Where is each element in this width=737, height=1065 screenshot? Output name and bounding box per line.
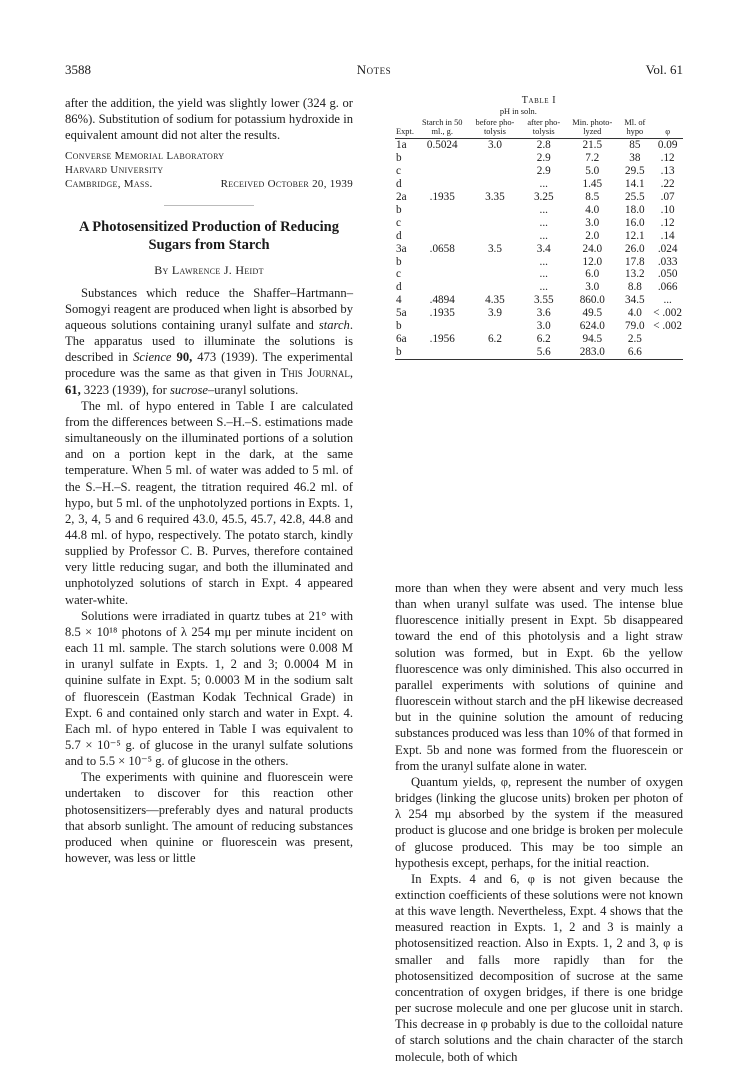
table-cell: 3.0 <box>585 216 600 229</box>
received-date: Received October 20, 1939 <box>220 178 353 191</box>
affiliation-block <box>65 149 353 191</box>
table-cell: 79.0 <box>625 320 645 333</box>
table-cell: 2.8 <box>536 139 551 152</box>
right-column <box>395 580 683 1065</box>
table-header-row <box>395 119 683 139</box>
table-cell: 8.8 <box>627 281 642 294</box>
table-cell: .1935 <box>429 191 455 204</box>
table-cell: 8.5 <box>585 191 600 204</box>
table-cell: 3.25 <box>533 191 554 204</box>
table-row <box>395 191 683 204</box>
table-cell: ... <box>539 268 548 281</box>
table-cell <box>470 268 521 281</box>
table-cell: 1a <box>396 139 407 152</box>
table-cell: 29.5 <box>625 165 645 178</box>
table-cell: 3.55 <box>533 294 554 307</box>
table-cell: d <box>396 178 402 191</box>
table-cell: 24.0 <box>582 242 603 255</box>
table-cell: 3a <box>396 242 407 255</box>
table-cell: 25.5 <box>625 191 645 204</box>
table-cell: 2.5 <box>627 332 642 345</box>
table-cell <box>470 346 521 359</box>
table-cell <box>470 281 521 294</box>
table-cell: c <box>396 165 401 178</box>
table-row <box>395 268 683 281</box>
table-cell: 49.5 <box>582 307 603 320</box>
table-cell: b <box>396 255 402 268</box>
table-cell: 624.0 <box>579 320 605 333</box>
table-cell: .066 <box>657 281 678 294</box>
table-cell: 6.2 <box>536 332 551 345</box>
table-cell <box>415 268 470 281</box>
table-cell: 13.2 <box>625 268 645 281</box>
table-cell <box>470 165 521 178</box>
table-row <box>395 256 683 269</box>
table-cell: 6.0 <box>585 268 600 281</box>
table-cell: .07 <box>660 191 675 204</box>
table-cell: .22 <box>660 178 675 191</box>
table-body <box>395 139 683 359</box>
table-cell: 26.0 <box>625 242 645 255</box>
table-cell: b <box>396 320 402 333</box>
table-row <box>395 165 683 178</box>
article-byline: By Lawrence J. Heidt <box>154 263 264 278</box>
previous-note-ending: after the addition, the yield was slightly lower (324 g. or 86%). Substitution of sodium for potassium hydroxide in equivalent amount did not alter the results. <box>65 96 353 143</box>
table-cell: ... <box>539 255 548 268</box>
affiliation-line-2: Harvard University <box>65 164 164 177</box>
table-cell: 3.4 <box>536 242 551 255</box>
table-row <box>395 217 683 230</box>
table-cell: 5a <box>396 307 407 320</box>
table-cell <box>470 204 521 217</box>
paragraph-4: The experiments with quinine and fluorescein were undertaken to discover for this reaction other photosensitizers—preferably dyes and natural products that absorb sunlight. The amount of reducing substances produced when quinine or fluorescein was present, however, was less or little <box>65 770 353 866</box>
table-cell: .1935 <box>429 307 455 320</box>
table-cell: 7.2 <box>585 152 600 165</box>
page-number: 3588 <box>65 62 91 77</box>
table-cell: c <box>396 268 401 281</box>
affiliation-city: Cambridge, Mass. <box>65 178 153 191</box>
table-header-cell: Ml. of hypo <box>617 119 652 139</box>
table-row <box>395 320 683 333</box>
table-cell: .14 <box>660 229 675 242</box>
table-header-cell: after pho- tolysis <box>520 119 567 139</box>
paragraph-2: The ml. of hypo entered in Table I are calculated from the differences between S.–H.–S. estimations made simultaneously on the illuminated portions of a solution and on a portion kept in the dark, at the same temperature. When 5 ml. of water was added to 5 ml. of the S.–H.–S. reagent, the titration required 46.2 ml. of hypo, but 5 ml. of the unphotolyzed portions in Expts. 1, 2, 3, 4, 5 and 6 required 43.0, 45.5, 45.7, 42.8, 44.8 and 44.8 ml. of hypo, respectively. The potato starch, kindly supplied by Professor C. B. Purves, therefore contained very little reducing sugar, and both the illuminated and unphotolyzed solutions of starch in Expt. 4 appeared water-white. <box>65 398 353 607</box>
table-row <box>395 230 683 243</box>
table-cell <box>415 152 470 165</box>
table-row <box>395 333 683 346</box>
table-cell: 4 <box>396 294 402 307</box>
table-cell <box>415 165 470 178</box>
table-cell: 3.35 <box>485 191 505 204</box>
table-row <box>395 178 683 191</box>
table-cell: ... <box>539 178 548 191</box>
table-cell <box>415 320 470 333</box>
table-cell <box>415 217 470 230</box>
table-header-cell: before pho- tolysis <box>470 119 521 139</box>
table-row <box>395 243 683 256</box>
table-cell <box>470 320 521 333</box>
table-cell: 2.9 <box>536 165 551 178</box>
table-cell: 4.0 <box>585 203 600 216</box>
table-row <box>395 152 683 165</box>
table-cell: b <box>396 345 402 358</box>
table-cell: 0.5024 <box>426 139 458 152</box>
left-column <box>65 95 353 866</box>
article-title: A Photosensitized Production of Reducing Sugars from Starch <box>79 219 339 254</box>
table-cell: 85 <box>629 139 641 152</box>
table-cell: .4894 <box>429 294 455 307</box>
table-cell: b <box>396 203 402 216</box>
table-row <box>395 307 683 320</box>
table-title: Table I <box>521 95 557 106</box>
table-cell <box>470 178 521 191</box>
table-cell: .13 <box>660 165 675 178</box>
table-cell: 3.0 <box>585 281 600 294</box>
table-cell: .12 <box>660 152 675 165</box>
table-cell <box>470 230 521 243</box>
table-cell: ... <box>539 216 548 229</box>
affiliation-line-3 <box>65 177 353 191</box>
table-cell: 1.45 <box>582 178 603 191</box>
data-table <box>395 108 683 360</box>
table-cell: 2a <box>396 191 407 204</box>
table-cell: < .002 <box>653 307 682 320</box>
table-cell: ... <box>663 294 672 307</box>
table-cell: 12.0 <box>582 255 603 268</box>
table-cell: b <box>396 152 402 165</box>
table-cell: 4.0 <box>627 307 642 320</box>
table-cell: 34.5 <box>625 294 645 307</box>
paragraph-6: Quantum yields, φ, represent the number of oxygen bridges (linking the glucose units) broken per photon of λ 254 mμ absorbed by the system if the measured product is glucose and one bridge is broken per molecule of glucose produced. This may be too simple an hypothesis except, perhaps, for the initial reaction. <box>395 774 683 870</box>
table-cell: .024 <box>657 242 678 255</box>
table-cell: 17.8 <box>625 255 645 268</box>
table-cell: d <box>396 281 402 294</box>
table-cell: 18.0 <box>625 203 645 216</box>
table-cell: 6.6 <box>627 345 642 358</box>
table-cell: 283.0 <box>579 345 605 358</box>
table-cell <box>415 346 470 359</box>
table-cell: c <box>396 216 401 229</box>
table-cell: .0658 <box>429 242 455 255</box>
table-cell <box>470 152 521 165</box>
table-header-cell: φ <box>652 119 683 139</box>
table-cell: ... <box>539 203 548 216</box>
table-cell: 6.2 <box>487 332 502 345</box>
table-cell: .12 <box>660 216 675 229</box>
table-cell: 94.5 <box>582 332 603 345</box>
table-row <box>395 281 683 294</box>
table-cell: 14.1 <box>625 178 645 191</box>
section-divider <box>164 205 254 206</box>
paragraph-3: Solutions were irradiated in quartz tubes at 21° with 8.5 × 10¹⁸ photons of λ 254 mμ per minute incident on each 11 ml. sample. The starch solutions were 0.008 M in uranyl sulfate in Expts. 1, 2 and 3; 0.0004 M in quinine sulfate in Expt. 5; 0.0003 M in the sodium salt of fluorescein (Eastman Kodak Technical Grade) in Expt. 6 and contained only starch and water in Expt. 4. Each ml. of hypo entered in Table I was equivalent to 5.7 × 10⁻⁵ g. of glucose in the uranyl sulfate solutions and to 5.5 × 10⁻⁵ g. of glucose in the others. <box>65 608 353 769</box>
table-cell: 3.9 <box>487 307 502 320</box>
table-cell: d <box>396 229 402 242</box>
table-cell: 38 <box>629 152 641 165</box>
table-row <box>395 346 683 359</box>
table-cell <box>470 217 521 230</box>
table-cell: 5.0 <box>585 165 600 178</box>
table-1 <box>395 95 683 360</box>
table-cell: .033 <box>657 255 678 268</box>
volume-label: Vol. 61 <box>645 62 683 77</box>
table-cell: .1956 <box>429 332 455 345</box>
table-cell <box>470 256 521 269</box>
table-cell: .050 <box>657 268 678 281</box>
table-header-cell: Expt. <box>395 119 415 139</box>
table-cell: 16.0 <box>625 216 645 229</box>
table-cell: ... <box>539 281 548 294</box>
table-cell: ... <box>539 229 548 242</box>
affiliation-line-1: Converse Memorial Laboratory <box>65 150 225 163</box>
table-row <box>395 204 683 217</box>
table-cell <box>415 256 470 269</box>
table-cell <box>415 178 470 191</box>
running-header <box>65 62 683 78</box>
paragraph-5: more than when they were absent and very much less than when uranyl sulfate was used. The intense blue fluorescence initially present in Expt. 5b disappeared toward the end of this photolysis and a light straw solution was formed, but in Expt. 6b the yellow fluorescence was only diminished. This also occurred in parallel experiments with solutions of quinine and fluorescein without starch and the pH likewise decreased but in the quinine solution the amount of reducing substances produced was less than 10% of that formed in Expt. 5b and none was formed from the fluorescein or from the uranyl sulfate alone in water. <box>395 581 683 773</box>
table-cell: 3.0 <box>536 320 551 333</box>
table-cell <box>652 333 683 346</box>
table-row <box>395 139 683 152</box>
table-header-cell: Starch in 50 ml., g. <box>415 119 470 139</box>
table-cell: 3.0 <box>487 139 502 152</box>
table-cell: < .002 <box>653 320 682 333</box>
table-cell: 860.0 <box>579 294 605 307</box>
table-row <box>395 294 683 307</box>
table-cell: 6a <box>396 332 407 345</box>
table-cell: 5.6 <box>536 345 551 358</box>
table-cell: 21.5 <box>582 139 603 152</box>
table-cell: 12.1 <box>625 229 645 242</box>
section-title: Notes <box>356 62 392 77</box>
table-cell: 4.35 <box>485 294 505 307</box>
table-cell: 3.6 <box>536 307 551 320</box>
table-cell <box>415 281 470 294</box>
table-cell: 3.5 <box>487 242 502 255</box>
table-cell <box>415 230 470 243</box>
table-cell <box>652 346 683 359</box>
table-header-cell: Min. photo- lyzed <box>567 119 617 139</box>
paragraph-1: Substances which reduce the Shaffer–Hartmann–Somogyi reagent are produced when light is absorbed by aqueous solutions containing uranyl sulfate and starch. The apparatus used to illuminate the solutions is described in Science 90, 473 (1939). The experimental procedure was the same as that given in This Journal, 61, 3223 (1939), for sucrose–uranyl solutions. <box>65 285 353 397</box>
table-cell: .10 <box>660 203 675 216</box>
paragraph-7: In Expts. 4 and 6, φ is not given because the extinction coefficients of these solutions were not known at this wave length. Nevertheless, Expt. 4 shows that the measured reaction in Expts. 1, 2 and 3 is mainly a photosensitized reaction. Also in Expts. 1, 2 and 3, φ is smaller and falls more rapidly than for the photosensitized decomposition of sucrose at the same concentration of oxygen bridges, if there is one bridge per sucrose molecule and one per glucose unit in starch. This decrease in φ probably is due to the colloidal nature of starch solutions and the chain character of the starch molecule, both of which <box>395 871 683 1064</box>
table-cell <box>415 204 470 217</box>
table-cell: 2.0 <box>585 229 600 242</box>
table-cell: 2.9 <box>536 152 551 165</box>
table-cell: 0.09 <box>657 139 678 152</box>
ph-group-header: pH in soln. <box>499 107 537 116</box>
